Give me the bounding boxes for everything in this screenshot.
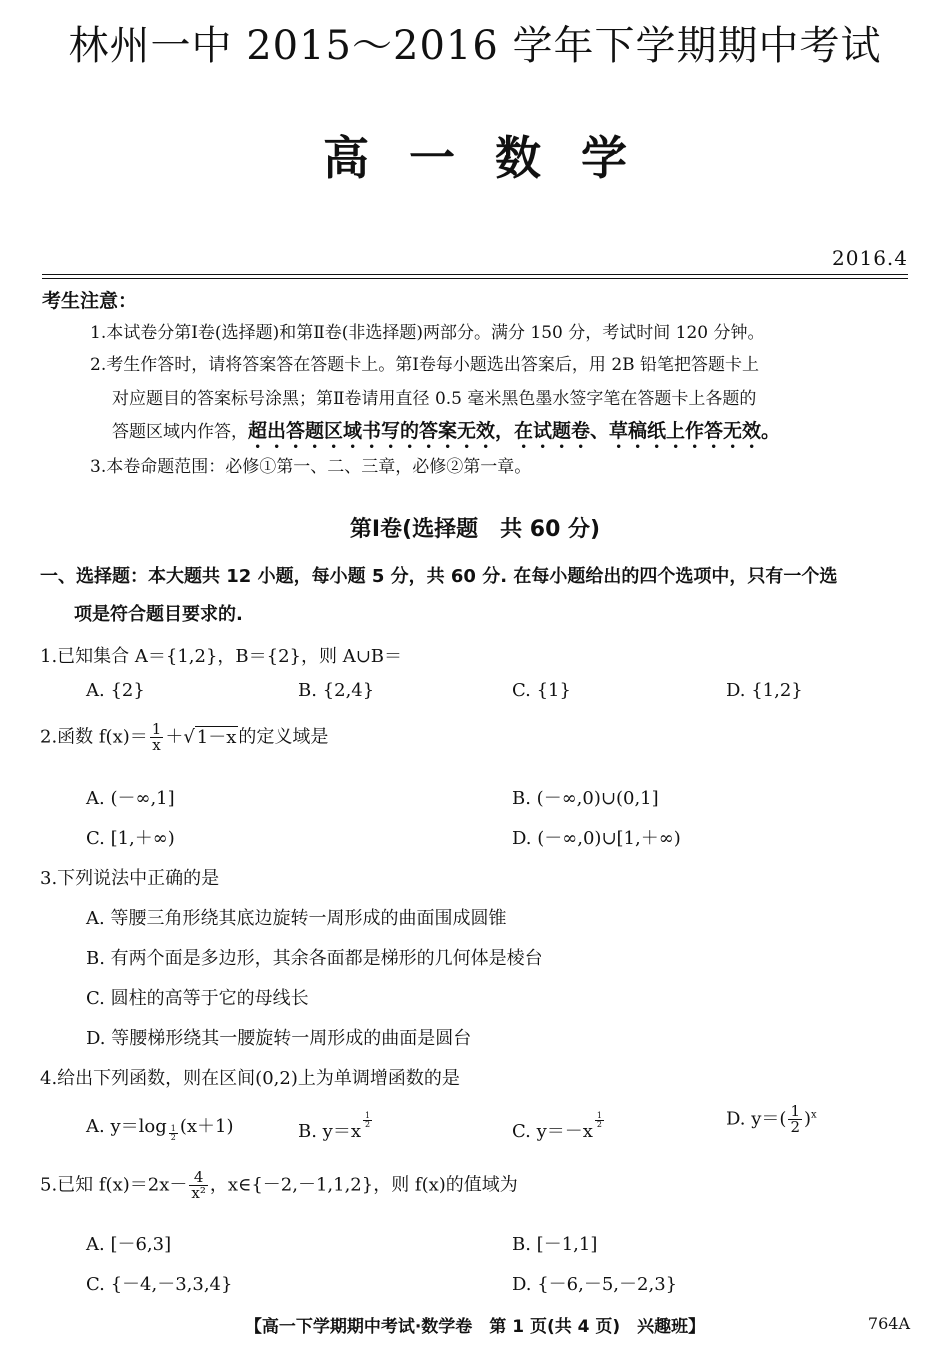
question-1-stem: 1.已知集合 A＝{1,2}，B＝{2}，则 A∪B＝: [40, 646, 403, 667]
question-4-option-b-exponent-denominator: 2: [365, 1120, 371, 1129]
question-2-option-d: D. (－∞,0)∪[1,＋∞): [512, 828, 681, 849]
question-5-option-a: A. [－6,3]: [86, 1234, 172, 1255]
question-4-option-b-exponent: [363, 1112, 372, 1129]
question-5-option-d: D. {－6,－5,－2,3}: [512, 1274, 678, 1295]
question-4-log-base-numerator: 1: [170, 1124, 176, 1133]
question-2-fraction: [150, 722, 164, 753]
question-2-stem: [40, 722, 328, 753]
question-4-option-d-prefix: D. y＝(: [726, 1108, 787, 1130]
question-1-option-d: D. {1,2}: [726, 680, 803, 701]
question-4-option-d-denominator: 2: [790, 1118, 800, 1136]
question-3-option-b: B. 有两个面是多边形，其余各面都是梯形的几何体是棱台: [86, 948, 543, 969]
question-3-option-d: D. 等腰梯形绕其一腰旋转一周形成的曲面是圆台: [86, 1028, 472, 1049]
question-2-fraction-denominator: x: [152, 736, 161, 754]
question-3-stem: 3.下列说法中正确的是: [40, 868, 220, 889]
notice-heading: 考生注意：: [42, 290, 138, 312]
exam-date: 2016.4: [832, 246, 908, 270]
question-4-option-a-suffix: (x＋1): [179, 1116, 234, 1137]
question-5-option-c: C. {－4,－3,3,4}: [86, 1274, 233, 1295]
exam-title: 林州一中 2015～2016 学年下学期期中考试: [68, 23, 882, 69]
question-5-stem-prefix: 5.已知 f(x)＝2x－: [40, 1174, 188, 1196]
question-4-option-b-prefix: B. y＝x: [298, 1121, 361, 1142]
question-2-stem-suffix: 的定义域是: [238, 726, 329, 748]
question-2-plus: ＋: [165, 726, 184, 748]
notice-item-2-line-2: 对应题目的答案标号涂黑；第Ⅱ卷请用直径 0.5 毫米黑色墨水签字笔在答题卡上各题的: [112, 389, 757, 409]
question-4-option-d-exponent: x: [811, 1109, 817, 1121]
question-4-option-a: [86, 1112, 233, 1142]
notice-item-2-line-1: 2.考生作答时，请将答案答在答题卡上。第Ⅰ卷每小题选出答案后，用 2B 铅笔把答题卡上: [90, 355, 760, 375]
question-2-fraction-numerator: 1: [151, 720, 162, 738]
question-4-log-base-denominator: 2: [170, 1133, 176, 1142]
question-4-option-a-prefix: A. y＝log: [86, 1116, 167, 1137]
question-3-option-a: A. 等腰三角形绕其底边旋转一周形成的曲面围成圆锥: [86, 908, 507, 929]
question-4-stem: 4.给出下列函数，则在区间(0,2)上为单调增函数的是: [40, 1068, 460, 1089]
question-1-option-b: B. {2,4}: [298, 680, 375, 701]
question-4-option-c-exponent: [595, 1112, 604, 1129]
question-1-option-a: A. {2}: [86, 680, 145, 701]
notice-item-1: 1.本试卷分第Ⅰ卷(选择题)和第Ⅱ卷(非选择题)两部分。满分 150 分，考试时间 120 分钟。: [90, 323, 765, 343]
question-4-option-d-close: ): [803, 1108, 812, 1130]
question-4-option-c-prefix: C. y＝－x: [512, 1121, 593, 1142]
header-rule-secondary: [42, 278, 908, 279]
question-5-fraction-numerator: 4: [189, 1170, 207, 1186]
question-4-option-d-fraction: [788, 1104, 802, 1135]
question-4-option-c: [512, 1112, 606, 1143]
question-4-log-base: [169, 1125, 178, 1142]
notice-emphasis-text: 超出答题区域书写的答案无效，在试题卷、草稿纸上作答无效。: [248, 420, 781, 442]
question-5-stem-suffix: ，x∈{－2,－1,1,2}，则 f(x)的值域为: [209, 1174, 518, 1196]
question-2-option-a: A. (－∞,1]: [86, 788, 175, 809]
header-rule: [42, 274, 908, 275]
question-5-fraction-denominator: x²: [191, 1184, 206, 1202]
question-5-fraction: [189, 1170, 207, 1201]
paper-code: 764A: [867, 1314, 910, 1333]
question-4-option-d: [726, 1104, 817, 1135]
question-1-option-c: C. {1}: [512, 680, 571, 701]
question-3-option-c: C. 圆柱的高等于它的母线长: [86, 988, 309, 1009]
question-2-stem-prefix: 2.函数 f(x)＝: [40, 726, 148, 748]
page-footer: 【高一下学期期中考试·数学卷 第 1 页(共 4 页) 兴趣班】: [244, 1317, 706, 1337]
section-1-instructions-line-2: 项是符合题目要求的.: [74, 604, 243, 625]
question-5-stem: [40, 1170, 518, 1201]
question-4-option-b: [298, 1112, 374, 1143]
question-2-option-b: B. (－∞,0)∪(0,1]: [512, 788, 659, 809]
notice-item-3: 3.本卷命题范围：必修①第一、二、三章，必修②第一章。: [90, 457, 532, 477]
question-4-option-b-exponent-numerator: 1: [365, 1111, 371, 1120]
notice-item-2-line-3: [112, 416, 780, 453]
question-4-option-c-exponent-denominator: 2: [596, 1120, 602, 1129]
section-1-instructions-line-1: 一、选择题：本大题共 12 小题，每小题 5 分，共 60 分. 在每小题给出的四个选项中，只有一个选: [40, 566, 838, 587]
question-2-radicand: 1－x: [196, 726, 237, 748]
question-2-option-c: C. [1,＋∞): [86, 828, 175, 849]
notice-item-2-line-3-text: 答题区域内作答，: [112, 422, 248, 442]
subject-title: 高一数学: [323, 131, 667, 185]
question-2-radical-sign: √: [183, 726, 195, 748]
section-1-title: 第Ⅰ卷(选择题 共 60 分): [349, 517, 601, 542]
question-4-option-d-numerator: 1: [790, 1102, 800, 1120]
question-5-option-b: B. [－1,1]: [512, 1234, 598, 1255]
question-4-option-c-exponent-numerator: 1: [596, 1111, 602, 1120]
